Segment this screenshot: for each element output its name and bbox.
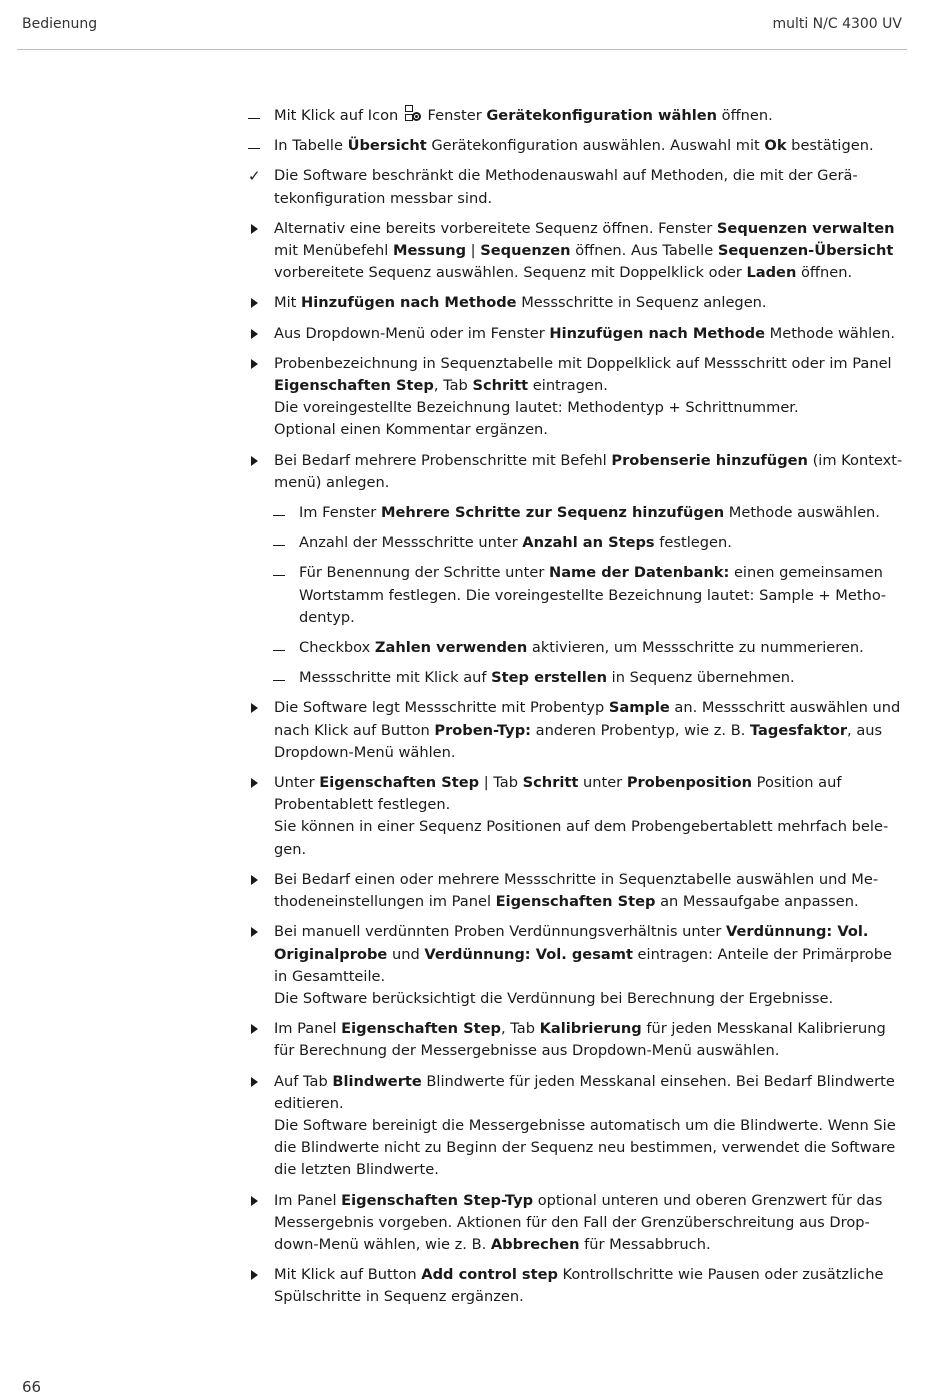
text-run: Gerätekonfiguration auswählen. Auswahl mit [426,137,765,155]
step-text [274,218,904,285]
ui-term: Verdünnung: Vol. gesamt [424,945,633,963]
ui-term: Hinzufügen nach Methode [301,294,517,312]
text-run: bestätigen. [786,137,874,155]
step-item [248,1071,904,1182]
text-run: unter [578,774,627,792]
text-run: vorbereitete Sequenz auswählen. Sequenz mit Doppelklick oder [274,264,747,282]
ui-term: Sequenzen [480,242,571,260]
triangle-bullet-icon [248,772,268,795]
triangle-bullet-icon [248,1071,268,1094]
sub-step-item [273,502,904,524]
text-run: Blindwerte für jeden Messkanal einsehen. Bei Bedarf Blindwerte editieren. [274,1072,895,1112]
text-run: an. Messschritt auswählen und nach Klick auf Button [274,699,901,739]
dash-icon [273,502,293,524]
text-run: optional unteren und oberen Grenzwert für das Messergebnis vorgeben. Aktionen für den Fall der Grenzüberschreitung aus Dropdown-Menü wählen, wie z. B. [274,1191,883,1253]
header-divider [17,49,907,50]
step-text [299,667,904,689]
text-run: Die Software beschränkt die Methodenauswahl auf Methoden, die mit der Gerätekonfiguration messbar sind. [274,167,858,207]
text-run: Fenster [422,107,487,124]
ui-term: Verdünnung: Vol. Originalprobe [274,923,869,963]
header-product-name: multi N/C 4300 UV [772,16,902,32]
step-text [274,869,904,913]
ui-term: Zahlen verwenden [374,639,528,657]
step-item [248,1264,904,1308]
step-text [274,353,904,397]
text-run: Alternativ eine bereits vorbereitete Sequenz öffnen. Fenster [274,219,717,237]
text-run: | [466,242,481,260]
dash-icon [273,667,293,689]
text-run: , aus Dropdown-Menü wählen. [274,721,883,761]
text-run: (im Kontextmenü) anlegen. [274,451,903,491]
instruction-list [248,105,904,1317]
ui-term: Step erstellen [491,669,608,687]
ui-term: Eigenschaften Step-Typ [341,1191,534,1209]
text-run: Anzahl der Messschritte unter [299,534,523,552]
step-text [299,637,904,659]
step-text [274,1190,904,1257]
step-text [299,532,904,554]
step-item [248,353,904,442]
step-item [248,921,904,1010]
ui-term: Mehrere Schritte zur Sequenz hinzufügen [380,504,725,522]
text-run: Im Panel [274,1191,342,1209]
text-run: Im Fenster [299,504,381,522]
ui-term: Übersicht [347,137,427,155]
text-run: eintragen. [528,377,608,395]
step-note: Sie können in einer Sequenz Positionen auf dem Probengebertablett mehrfach belegen. [274,818,889,858]
text-run: Aus Dropdown-Menü oder im Fenster [274,324,550,342]
triangle-bullet-icon [248,1264,268,1287]
triangle-bullet-icon [248,292,268,315]
triangle-bullet-icon [248,921,268,944]
text-run: Für Benennung der Schritte unter [299,564,549,582]
text-run: Auf Tab [274,1072,333,1090]
triangle-bullet-icon [248,218,268,241]
step-item [248,105,904,127]
step-text [274,165,904,209]
triangle-bullet-icon [248,353,268,376]
text-run: einen gemeinsamen Wortstamm festlegen. Die voreingestellte Bezeichnung lautet: Sample + Methodentyp. [299,564,887,626]
text-run: Mit Klick auf Icon [274,107,403,124]
text-run: Im Panel [274,1020,342,1038]
triangle-bullet-icon [248,450,268,473]
text-run: , Tab [433,377,473,395]
text-run: Unter [274,774,320,792]
device-config-icon[interactable] [404,105,422,123]
header-section-title: Bedienung [22,16,98,32]
text-run: Bei Bedarf einen oder mehrere Messschritte in Sequenztabelle auswählen und Methodeneinstellungen im Panel [274,870,879,911]
text-run: Mit Klick auf Button [274,1266,422,1284]
ui-term: Eigenschaften Step [341,1020,501,1038]
dash-icon [273,637,293,659]
step-text [274,1018,904,1062]
text-run: Mit [274,294,302,312]
step-item [248,450,904,494]
ui-term: Probenposition [626,774,753,792]
triangle-bullet-icon [248,869,268,892]
step-note: Die Software bereinigt die Messergebnisse automatisch um die Blindwerte. Wenn Sie die Blindwerte nicht zu Beginn der Sequenz neu bestimmen, verwendet die Software die letzten Blindwerte. [274,1116,896,1179]
ui-term: Laden [746,264,797,282]
ui-term: Schritt [522,774,579,792]
text-run: Die Software legt Messschritte mit Probentyp [274,699,609,717]
ui-term: Sample [608,699,670,717]
ui-term: Messung [393,242,467,260]
text-run: mit Menübefehl [274,242,394,260]
dash-icon [248,105,268,127]
step-text [274,921,904,988]
text-run: Kontrollschritte wie Pausen oder zusätzliche Spülschritte in Sequenz ergänzen. [274,1266,884,1306]
step-text [274,697,904,764]
ui-term: Tagesfaktor [749,721,848,739]
text-run: für jeden Messkanal Kalibrierung für Berechnung der Messergebnisse aus Dropdown-Menü auswählen. [274,1020,886,1060]
text-run: Position auf Probentablett festlegen. [274,774,842,814]
check-icon: ✓ [248,167,261,186]
ui-term: Schritt [472,377,529,395]
step-text [274,135,904,157]
step-text [274,450,904,494]
text-run: öffnen. Aus Tabelle [570,242,718,260]
step-item [248,1190,904,1257]
text-run: öffnen. [717,107,773,124]
text-run: | Tab [479,774,523,792]
step-text [274,772,904,816]
text-run: für Messabbruch. [579,1235,711,1253]
text-run: Messschritte mit Klick auf [299,669,492,687]
sub-step-item [273,532,904,554]
text-run: Bei Bedarf mehrere Probenschritte mit Befehl [274,451,612,469]
step-item [248,869,904,913]
sub-step-item [273,562,904,629]
triangle-bullet-icon [248,1190,268,1213]
step-item [248,292,904,314]
page-number: 66 [22,1378,42,1396]
text-run: Probenbezeichnung in Sequenztabelle mit Doppelklick auf Messschritt oder im Panel [274,354,892,372]
sub-step-item [273,637,904,659]
step-text [274,1264,904,1308]
step-note: Optional einen Kommentar ergänzen. [274,421,548,439]
step-note: Die Software berücksichtigt die Verdünnung bei Berechnung der Ergebnisse. [274,989,834,1007]
dash-icon [273,532,293,554]
ui-term: Proben-Typ: [434,721,531,739]
triangle-bullet-icon [248,697,268,720]
text-run: öffnen. [796,264,853,282]
step-item [248,772,904,861]
step-item [248,697,904,764]
triangle-bullet-icon [248,1018,268,1041]
sub-step-item [273,667,904,689]
text-run: aktivieren, um Messschritte zu nummerieren. [527,639,864,657]
text-run: Messschritte in Sequenz anlegen. [516,294,767,312]
text-run: , Tab [500,1020,540,1038]
step-item [248,135,904,157]
text-run: eintragen: Anteile der Primärprobe in Gesamtteile. [274,945,892,985]
step-text [274,292,904,314]
text-run: Bei manuell verdünnten Proben Verdünnungsverhältnis unter [274,923,726,941]
ui-term: Gerätekonfiguration wählen [486,107,718,124]
step-text [274,105,904,127]
text-run: Methode auswählen. [724,504,880,522]
text-run: und [387,945,425,963]
step-text [274,323,904,345]
text-run: an Messaufgabe anpassen. [655,893,859,911]
dash-icon [248,135,268,157]
ui-term: Sequenzen verwalten [716,219,895,237]
ui-term: Name der Datenbank: [548,564,730,582]
step-item [248,165,904,209]
ui-term: Probenserie hinzufügen [611,451,808,469]
text-run: anderen Probentyp, wie z. B. [530,721,750,739]
step-text [274,1071,904,1115]
ui-term: Eigenschaften Step [495,893,656,911]
step-item [248,323,904,345]
text-run: Checkbox [299,639,375,657]
step-text [299,562,904,629]
ui-term: Anzahl an Steps [522,534,655,552]
step-note: Die voreingestellte Bezeichnung lautet: Methodentyp + Schrittnummer. [274,399,799,417]
triangle-bullet-icon [248,323,268,346]
ui-term: Add control step [421,1266,558,1284]
ui-term: Kalibrierung [539,1020,642,1038]
text-run: festlegen. [654,534,732,552]
ui-term: Sequenzen-Übersicht [717,242,894,260]
ui-term: Eigenschaften Step [319,774,480,792]
step-text [299,502,904,524]
dash-icon [273,562,293,584]
ui-term: Eigenschaften Step [274,377,434,395]
step-item [248,1018,904,1062]
text-run: Methode wählen. [764,324,896,342]
ui-term: Blindwerte [332,1072,422,1090]
ui-term: Ok [764,137,787,155]
ui-term: Abbrechen [490,1235,580,1253]
step-item [248,218,904,285]
text-run: in Sequenz übernehmen. [607,669,795,687]
ui-term: Hinzufügen nach Methode [549,324,765,342]
text-run: In Tabelle [274,137,348,155]
